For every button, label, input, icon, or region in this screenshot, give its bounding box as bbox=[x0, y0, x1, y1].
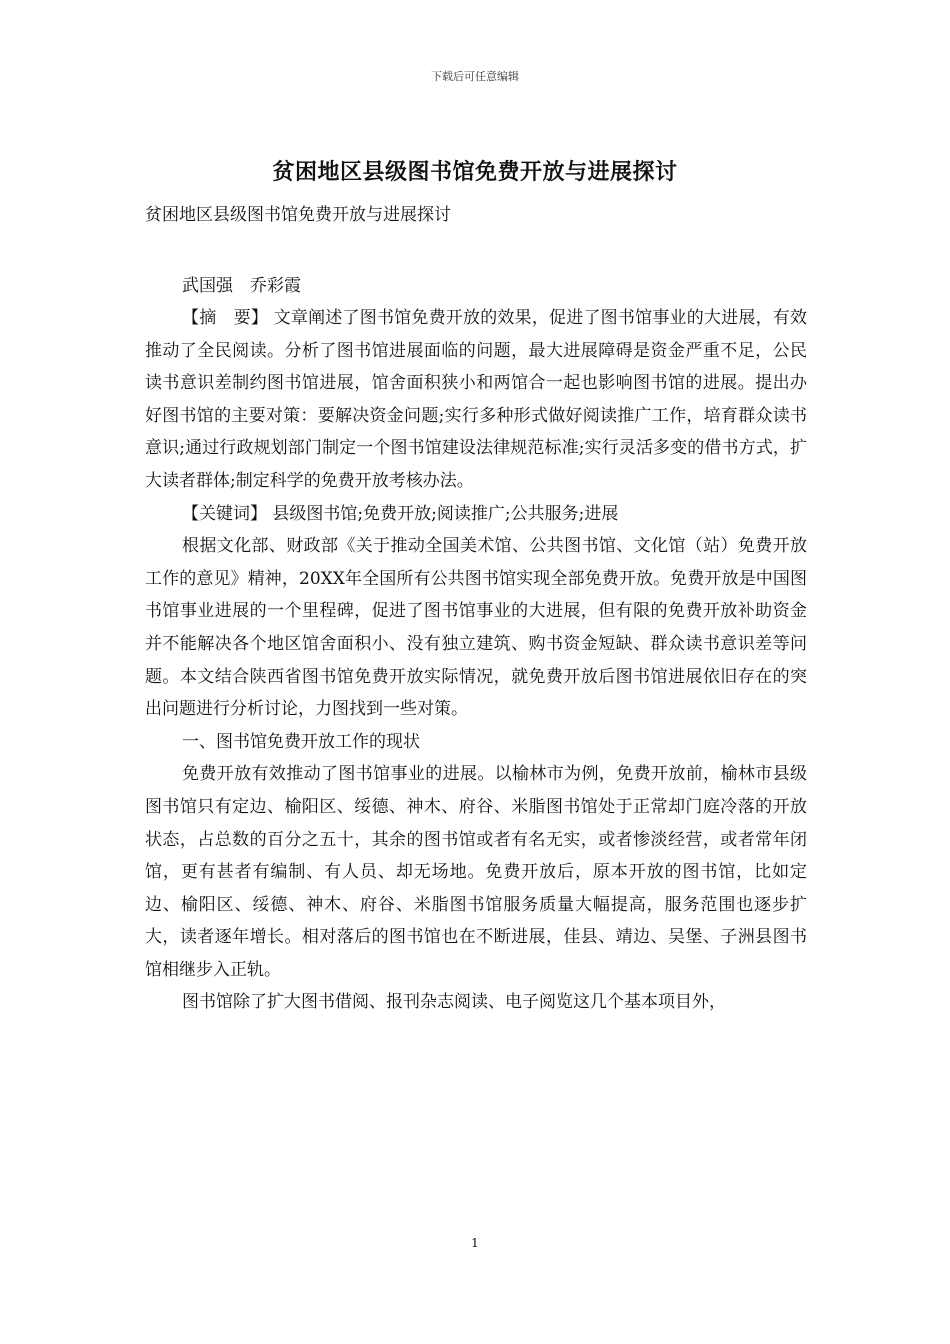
authors: 武国强 乔彩霞 bbox=[182, 276, 301, 296]
body-paragraph: 图书馆除了扩大图书借阅、报刊杂志阅读、电子阅览这几个基本项目外， bbox=[182, 992, 726, 1013]
document-title: 贫困地区县级图书馆免费开放与进展探讨 bbox=[272, 159, 678, 185]
section-heading: 一、图书馆免费开放工作的现状 bbox=[182, 731, 420, 752]
keywords-label: 【关键词】 bbox=[182, 503, 267, 524]
keywords-paragraph bbox=[145, 498, 807, 531]
header-note: 下载后可任意编辑 bbox=[431, 70, 519, 83]
keywords-text: 县级图书馆;免费开放;阅读推广;公共服务;进展 bbox=[267, 503, 619, 524]
abstract-text: 文章阐述了图书馆免费开放的效果，促进了图书馆事业的大进展，有效推动了全民阅读。分析了图书馆进展面临的问题，最大进展障碍是资金严重不足，公民读书意识差制约图书馆进展，馆舍面积狭小和两馆合一起也影响图书馆的进展。提出办好图书馆的主要对策：要解决资金问题;实行多种形式做好阅读推广工作，培育群众读书意识;通过行政规划部门制定一个图书馆建设法律规范标准;实行灵活多变的借书方式，扩大读者群体;制定科学的免费开放考核办法。 bbox=[145, 308, 808, 491]
page-number: 1 bbox=[471, 1236, 479, 1250]
abstract-paragraph bbox=[145, 302, 807, 498]
document-subtitle: 贫困地区县级图书馆免费开放与进展探讨 bbox=[145, 205, 451, 225]
document-body bbox=[145, 302, 807, 1019]
abstract-label: 【摘 要】 bbox=[182, 308, 269, 328]
body-paragraph: 免费开放有效推动了图书馆事业的进展。以榆林市为例，免费开放前，榆林市县级图书馆只有定边、榆阳区、绥德、神木、府谷、米脂图书馆处于正常却门庭冷落的开放状态，占总数的百分之五十，其余的图书馆或者有名无实，或者惨淡经营，或者常年闭馆，更有甚者有编制、有人员、却无场地。免费开放后，原本开放的图书馆，比如定边、榆阳区、绥德、神木、府谷、米脂图书馆服务质量大幅提高，服务范围也逐步扩大，读者逐年增长。相对落后的图书馆也在不断进展，佳县、靖边、吴堡、子洲县图书馆相继步入正轨。 bbox=[145, 764, 807, 980]
intro-paragraph: 根据文化部、财政部《关于推动全国美术馆、公共图书馆、文化馆（站）免费开放工作的意见》精神，20XX年全国所有公共图书馆实现全部免费开放。免费开放是中国图书馆事业进展的一个里程碑，促进了图书馆事业的大进展，但有限的免费开放补助资金并不能解决各个地区馆舍面积小、没有独立建筑、购书资金短缺、群众读书意识差等问题。本文结合陕西省图书馆免费开放实际情况，就免费开放后图书馆进展依旧存在的突出问题进行分析讨论，力图找到一些对策。 bbox=[145, 536, 807, 720]
